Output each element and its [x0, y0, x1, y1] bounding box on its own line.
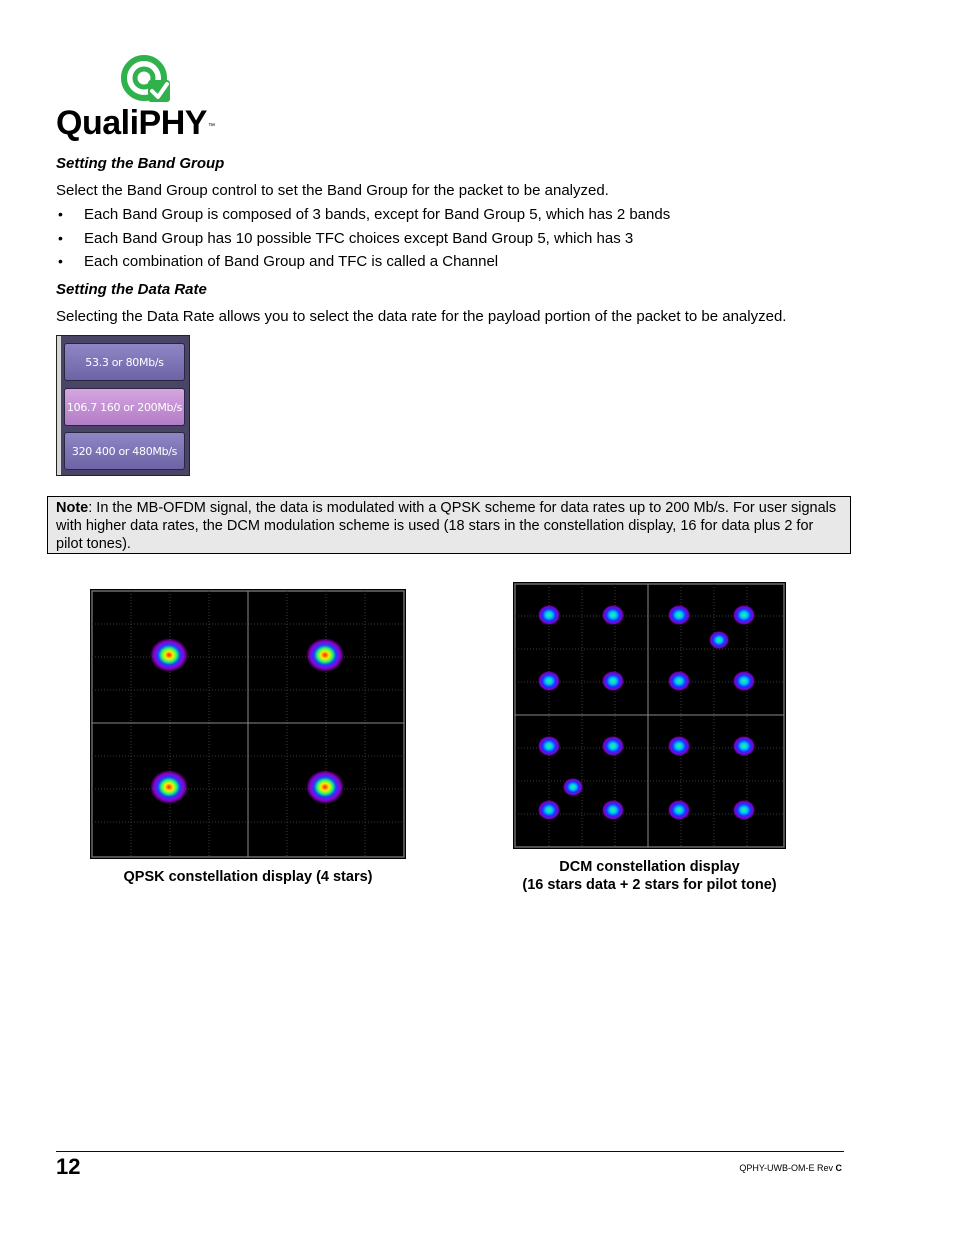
note-text: : In the MB-OFDM signal, the data is modulated with a QPSK scheme for data rates up to 200 Mb/s. For user signals with higher data rates, the DCM modulation scheme is used (18 stars in the constellation display, 16 for data plus 2 for pilot tones). [56, 500, 837, 552]
constellation-star [306, 638, 344, 672]
band-group-intro: Select the Band Group control to set the Band Group for the packet to be analyzed. [56, 182, 609, 199]
list-item: • Each combination of Band Group and TFC is called a Channel [58, 253, 499, 270]
constellation-star [538, 800, 560, 820]
data-rate-selector [56, 335, 190, 476]
data-rate-intro: Selecting the Data Rate allows you to select the data rate for the payload portion of the packet to be analyzed. [56, 308, 787, 325]
note-label: Note [56, 500, 89, 516]
band-group-heading: Setting the Band Group [56, 155, 225, 172]
bullet-icon: • [58, 230, 63, 246]
constellation-star [602, 736, 624, 756]
data-rate-heading: Setting the Data Rate [56, 281, 207, 298]
constellation-star [668, 736, 690, 756]
constellation-star [668, 671, 690, 691]
constellation-star [602, 605, 624, 625]
constellation-star [733, 800, 755, 820]
pilot-tone-star [709, 631, 729, 649]
constellation-star [733, 736, 755, 756]
dcm-figure-caption: DCM constellation display (16 stars data + 2 stars for pilot tone) [522, 859, 777, 893]
constellation-star [538, 605, 560, 625]
constellation-star [602, 800, 624, 820]
footer-divider [56, 1151, 844, 1152]
list-item: • Each Band Group has 10 possible TFC choices except Band Group 5, which has 3 [58, 230, 634, 247]
dcm-constellation-display [513, 582, 786, 849]
constellation-star [733, 671, 755, 691]
rate-button-106-200[interactable]: 106.7 160 or 200Mb/s [64, 388, 185, 426]
constellation-star [668, 800, 690, 820]
constellation-star [306, 770, 344, 804]
pilot-tone-star [563, 778, 583, 796]
bullet-icon: • [58, 206, 63, 222]
rate-button-53-80[interactable]: 53.3 or 80Mb/s [64, 343, 185, 381]
constellation-star [150, 770, 188, 804]
qpsk-constellation-display [90, 589, 406, 859]
logo-wordmark: QualiPHY™ [56, 104, 215, 142]
list-item: • Each Band Group is composed of 3 bands, except for Band Group 5, which has 2 bands [58, 206, 671, 223]
document-id: QPHY-UWB-OM-E Rev C [739, 1163, 842, 1173]
constellation-star [538, 736, 560, 756]
qpsk-figure-caption: QPSK constellation display (4 stars) [123, 869, 373, 885]
constellation-star [668, 605, 690, 625]
note-box [47, 496, 851, 554]
constellation-star [733, 605, 755, 625]
bullet-icon: • [58, 253, 63, 269]
constellation-star [602, 671, 624, 691]
constellation-star [538, 671, 560, 691]
qualiphy-logo-icon [120, 54, 176, 108]
rate-button-320-480[interactable]: 320 400 or 480Mb/s [64, 432, 185, 470]
page-number: 12 [56, 1154, 81, 1179]
constellation-star [150, 638, 188, 672]
